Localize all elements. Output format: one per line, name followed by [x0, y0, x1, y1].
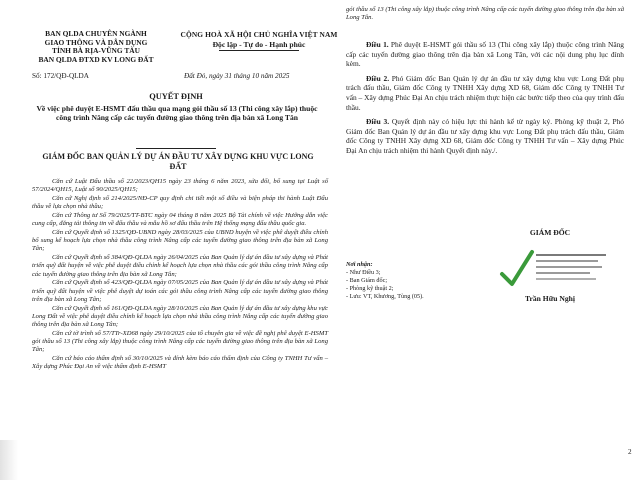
basis-continuation: gói thầu số 13 (Thi công xây lắp) thuộc công trình Nâng cấp các tuyến đường giao thông trên địa bàn xã Long Tân. [346, 6, 624, 22]
legal-bases [32, 178, 328, 372]
article-label: Điều 2. [366, 73, 390, 83]
decision-title: QUYẾT ĐỊNH [149, 92, 203, 101]
article-text: Quyết định này có hiệu lực thi hành kể từ ngày ký. Phòng kỹ thuật 2, Phó Giám đốc Ban Quản lý dự án đầu tư xây dựng khu vực Long Đất phụ trách đấu thầu, Giám đốc Công ty TNHH Xây dựng XD 68, Giám đốc Công ty TNHH Tư vấn – Xây dựng Phúc Đại An chịu trách nhiệm thi hành Quyết định này./. [346, 117, 624, 155]
legal-basis-item: Căn cứ Nghị định số 214/2025/NĐ-CP quy định chi tiết một số điều và biện pháp thi hành Luật Đấu thầu về lựa chọn nhà thầu; [32, 195, 328, 211]
org-line: BAN QLDA ĐTXD KV LONG ĐẤT [38, 54, 154, 64]
article-1 [346, 40, 624, 69]
decision-subject: Về việc phê duyệt E-HSMT đấu thầu qua mạng gói thầu số 13 (Thi công xây lắp) thuộc công trình Nâng cấp các tuyến đường giao thông trên địa bàn xã Long Tân [36, 104, 318, 122]
issuing-authority: GIÁM ĐỐC BAN QUẢN LÝ DỰ ÁN ĐẦU TƯ XÂY DỰNG KHU VỰC LONG ĐẤT [42, 152, 314, 171]
legal-basis-item: Căn cứ báo cáo thẩm định số 30/10/2025 và đính kèm báo cáo thẩm định của Công ty TNHH Tư vấn – Xây dựng Phúc Đại An về việc thẩm định E-HSMT [32, 355, 328, 371]
page-number: 2 [628, 448, 632, 456]
recipient-item: - Như Điều 3; [346, 269, 381, 276]
subject-divider [136, 148, 216, 149]
legal-basis-item: Căn cứ Quyết định số 423/QĐ-QLDA ngày 07/05/2025 của Ban Quản lý dự án đầu tư xây dựng và Phát triển quỹ đất huyện về việc phê duyệt dự toán các gói thầu công trình Nâng cấp các tuyến đường giao thông trên địa bàn xã Long Tân; [32, 279, 328, 303]
legal-basis-item: Căn cứ Quyết định số 1325/QĐ-UBND ngày 28/03/2025 của UBND huyện về việc phê duyệt điều chỉnh bổ sung kế hoạch lựa chọn nhà thầu công trình Nâng cấp các tuyến đường giao thông trên địa bàn xã Long Tân; [32, 229, 328, 253]
document-number: Số: 172/QĐ-QLDA [32, 72, 89, 80]
signature-title: GIÁM ĐỐC [529, 228, 571, 237]
signature-block [476, 228, 624, 303]
legal-basis-item: Căn cứ Thông tư Số 79/2025/TT-BTC ngày 04 tháng 8 năm 2025 Bộ Tài chính về việc Hướng dẫn việc cung cấp, đăng tải thông tin về đấu thầu và mẫu hồ sơ đấu thầu trên Hệ thống mạng đấu thầu quốc gia. [32, 212, 328, 228]
decision-articles [346, 40, 624, 161]
recipients-title: Nơi nhận: [346, 261, 373, 268]
article-label: Điều 1. [366, 40, 389, 49]
recipient-item: - Ban Giám đốc; [346, 277, 388, 284]
article-3 [346, 117, 624, 155]
recipient-item: - Lưu: VT, Khương, Tùng (05). [346, 293, 424, 300]
recipients-list [346, 261, 476, 301]
org-line: GIAO THÔNG VÀ DÂN DỤNG [44, 37, 148, 47]
nation-motto: Độc lập - Tự do - Hạnh phúc [212, 40, 306, 49]
article-2 [346, 74, 624, 112]
org-line: BAN QLDA CHUYÊN NGÀNH [45, 29, 147, 38]
legal-basis-item: Căn cứ Quyết định số 384/QĐ-QLDA ngày 26/04/2025 của Ban Quản lý dự án đầu tư xây dựng và Phát triển quỹ đất huyện về việc phê duyệt điều chỉnh kế hoạch lựa chọn nhà thầu các gói thầu công trình Nâng cấp các tuyến đường giao thông trên địa bàn xã Long Tân; [32, 254, 328, 278]
recipient-item: - Phòng kỹ thuật 2; [346, 285, 394, 292]
article-text: Phó Giám đốc Ban Quản lý dự án đầu tư xây dựng khu vực Long Đất phụ trách đấu thầu, Giám đốc Công ty TNHH Xây dựng XD 68, Giám đốc Công ty TNHH Tư vấn – Xây dựng Phúc Đại An chịu trách nhiệm thực hiện các bước tiếp theo của quy trình đấu thầu. [346, 73, 624, 112]
article-label: Điều 3. [366, 117, 390, 127]
org-line: TỈNH BÀ RỊA-VŨNG TÀU [52, 46, 140, 56]
nation-title: CỘNG HOÀ XÃ HỘI CHỦ NGHĨA VIỆT NAM [180, 30, 338, 39]
article-text: Phê duyệt E-HSMT gói thầu số 13 (Thi công xây lắp) thuộc công trình Nâng cấp các tuyến đường giao thông trên địa bàn xã Long Tân, với các nội dung phụ lục đính kèm. [346, 40, 624, 69]
issue-date: Đất Đỏ, ngày 31 tháng 10 năm 2025 [184, 72, 290, 80]
right-column [346, 6, 624, 303]
legal-basis-item: Căn cứ tờ trình số 57/TTr-XD68 ngày 29/10/2025 của tổ chuyên gia về việc đề nghị phê duyệt E-HSMT gói thầu số 13 (Thi công xây lắp) thuộc công trình Nâng cấp các tuyến đường giao thông trên địa bàn xã Long Tân; [32, 329, 328, 354]
scan-edge-shadow [0, 440, 18, 480]
legal-basis-item: Căn cứ Luật Đấu thầu số 22/2023/QH15 ngày 23 tháng 6 năm 2023, sửa đổi, bổ sung tại Luật số 57/2024/QH15, Luật số 90/2025/QH15; [32, 178, 328, 194]
legal-basis-item: Căn cứ Quyết định số 161/QĐ-QLDA ngày 28/10/2025 của Ban Quản lý dự án đầu tư xây dựng khu vực Long Đất về việc phê duyệt điều chỉnh kế hoạch lựa chọn nhà thầu công trình Nâng cấp các tuyến đường giao thông trên địa bàn xã Long Tân; [32, 304, 328, 329]
digital-signature-stamp-icon [488, 244, 614, 290]
national-heading [170, 30, 348, 51]
issuing-organization [26, 30, 166, 64]
signer-name: Trần Hữu Nghị [525, 294, 575, 303]
motto-underline [219, 50, 299, 51]
